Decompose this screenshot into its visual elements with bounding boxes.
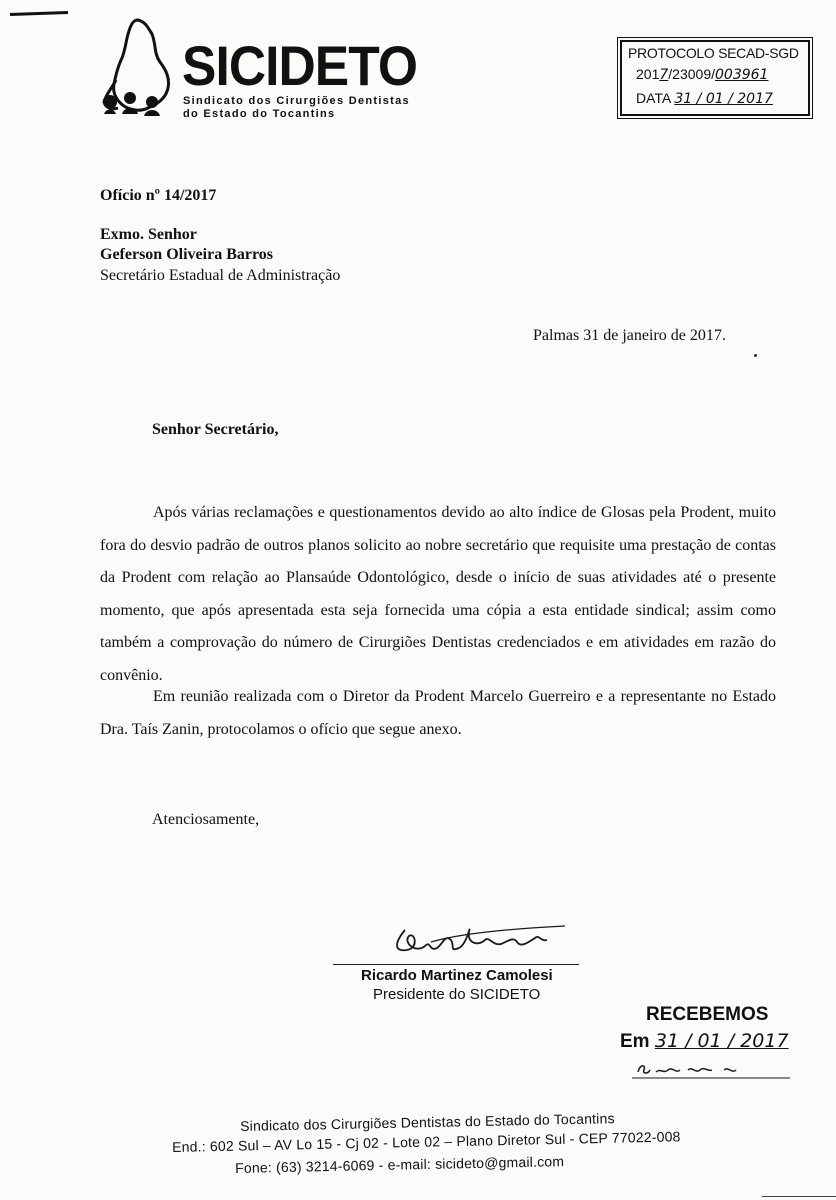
stamp-title: PROTOCOLO SECAD-SGD <box>628 45 799 61</box>
body-paragraph-1: Após várias reclamações e questionamentos devido ao alto índice de Glosas pela Prodent, muito fora do desvio padrão de outros planos solicito ao nobre secretário que requisite uma prestação de contas da Prodent com relação ao Plansaúde Odontológico, desde o início de suas atividades até o presente momento, que após apresentada esta seja fornecida uma cópia a esta entidade sindical; assim como também a comprovação do número de Cirurgiões Dentistas credenciados e em atividades em razão do convênio. <box>100 504 776 684</box>
receipt-date <box>620 1030 789 1053</box>
corner-mark <box>10 11 68 16</box>
stamp-year-prefix: 201 <box>636 66 660 82</box>
body-paragraph-2: Em reunião realizada com o Diretor da Prodent Marcelo Guerreiro e a representante no Estado Dra. Taís Zanin, protocolamos o ofício que segue anexo. <box>100 688 776 738</box>
oficio-number: Ofício nº 14/2017 <box>100 187 217 204</box>
recipient-name: Geferson Oliveira Barros <box>100 246 273 263</box>
signature-scribble <box>385 912 585 962</box>
footer-address: End.: 602 Sul – AV Lo 15 - Cj 02 - Lote 02 – Plano Diretor Sul - CEP 77022-008 <box>172 1128 681 1155</box>
stamp-date-label: DATA <box>636 90 671 106</box>
signer-role: Presidente do SICIDETO <box>373 986 541 1003</box>
place-date: Palmas 31 de janeiro de 2017. <box>533 327 726 344</box>
receipt-em-label: Em <box>620 1031 650 1052</box>
stamp-year-hand: 7 <box>659 67 669 83</box>
logo-subtitle <box>183 95 410 121</box>
signer-name: Ricardo Martinez Camolesi <box>361 967 553 984</box>
speck <box>754 354 757 357</box>
receipt-initials-scribble <box>632 1058 792 1082</box>
stamp-process-prefix: /23009/ <box>668 66 715 82</box>
salutation: Senhor Secretário, <box>152 421 279 438</box>
stamp-process-hand: 003961 <box>715 67 769 83</box>
receipt-date-hand: 31 / 01 / 2017 <box>654 1030 789 1052</box>
footer-contact: Fone: (63) 3214-6069 - e-mail: sicideto@gmail.com <box>235 1153 565 1176</box>
logo-subtitle-line1: Sindicato dos Cirurgiões Dentistas <box>183 95 410 107</box>
logo-subtitle-line2: do Estado do Tocantins <box>183 108 336 120</box>
footer-line-1: Sindicato dos Cirurgiões Dentistas do Estado do Tocantins <box>240 1110 615 1134</box>
protocol-stamp <box>620 40 810 116</box>
stamp-date-hand: 31 / 01 / 2017 <box>674 91 773 107</box>
closing: Atenciosamente, <box>152 811 260 828</box>
signature-line <box>333 964 579 965</box>
recipient-title: Exmo. Senhor <box>100 226 197 243</box>
tocantins-map-logo-icon <box>96 14 182 122</box>
receipt-title: RECEBEMOS <box>646 1004 769 1025</box>
logo-wordmark: SICIDETO <box>182 34 418 97</box>
stamp-process-number <box>636 66 768 83</box>
recipient-role: Secretário Estadual de Administração <box>100 267 341 284</box>
stamp-date <box>636 90 773 107</box>
bottom-edge-mark <box>762 1196 836 1197</box>
